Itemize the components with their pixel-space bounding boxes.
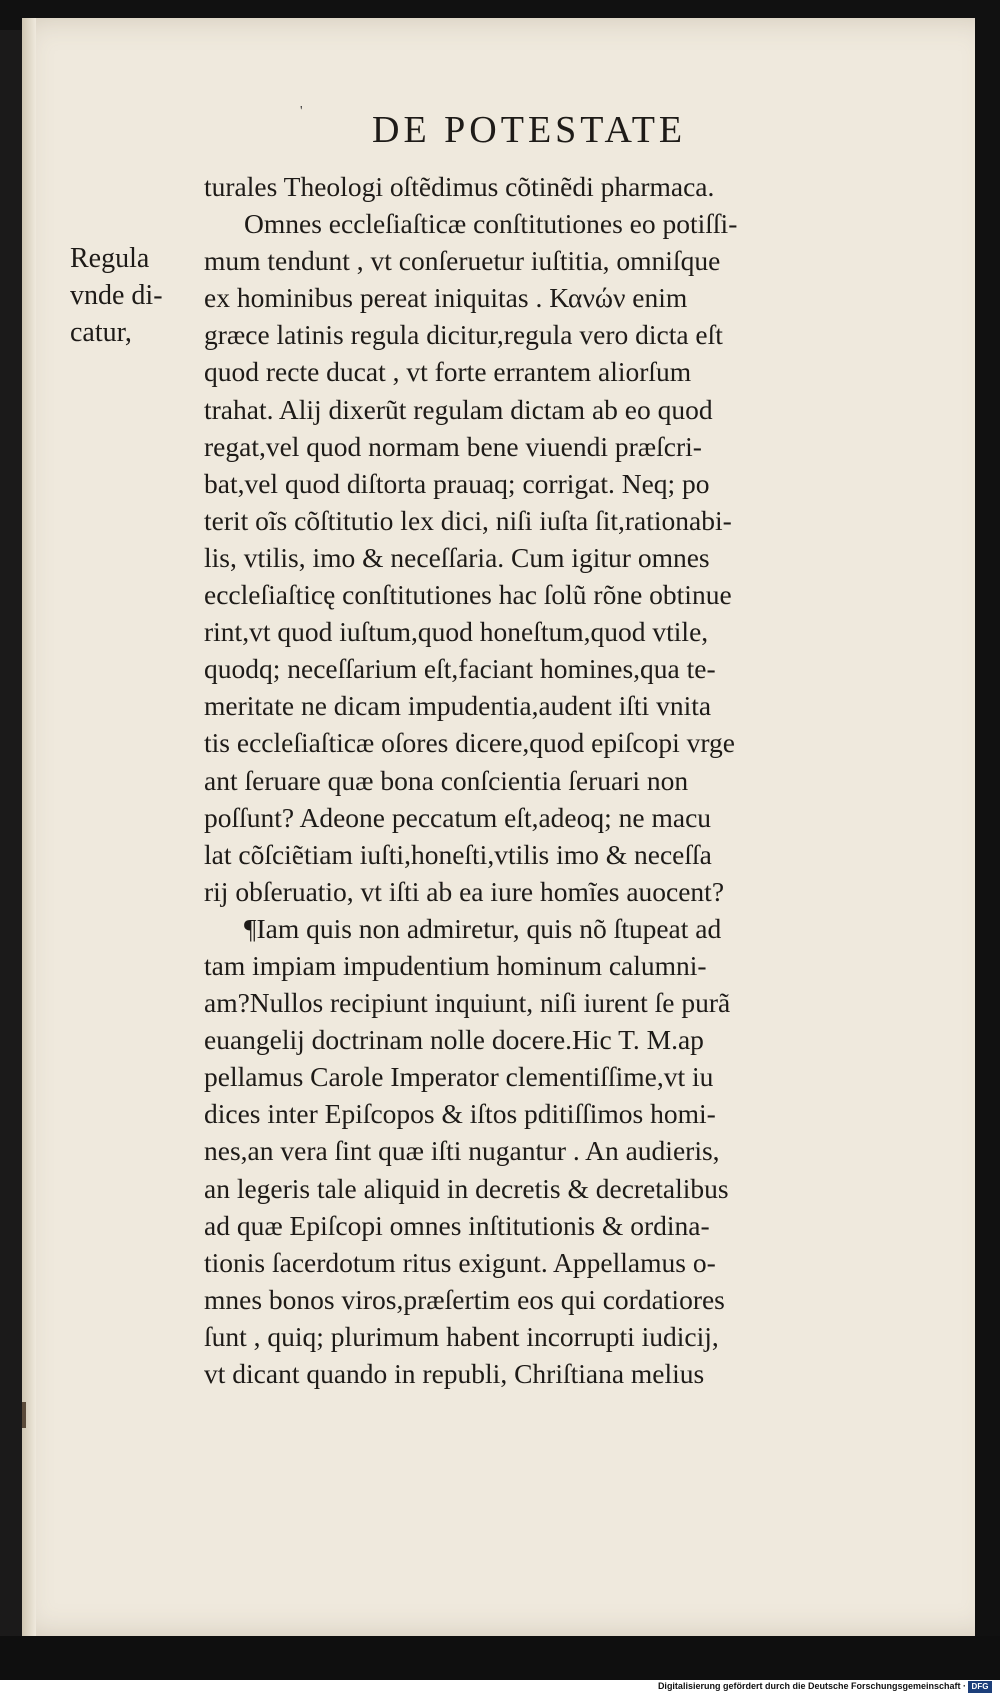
- text-line: mnes bonos viros,præſertim eos qui cordatiores: [204, 1283, 725, 1315]
- text-line: am?Nullos recipiunt inquiunt, niſi iurent ſe purã: [204, 987, 731, 1019]
- running-head: DE POTESTATE: [372, 109, 687, 151]
- text-line: eccleſiaſticę conſtitutiones hac ſolũ rõne obtinue: [204, 579, 732, 611]
- text-line: lis, vtilis, imo & neceſſaria. Cum igitur omnes: [204, 541, 710, 573]
- footer-credit: Digitalisierung gefördert durch die Deutsche Forschungsgemeinschaft ·: [657, 1681, 966, 1691]
- text-line: bat,vel quod diſtorta prauaq; corrigat. Neq; po: [204, 467, 710, 499]
- text-line: nes,an vera ſint quæ iſti nugantur . An audieris,: [204, 1135, 720, 1167]
- text-line: euangelij doctrinam nolle docere.Hic T. M.ap: [204, 1024, 704, 1056]
- text-line: rij obſeruatio, vt iſti ab ea iure homĩes auocent?: [204, 875, 725, 907]
- margin-note-line: catur,: [70, 317, 132, 348]
- text-line: turales Theologi oſtẽdimus cõtinẽdi pharmaca.: [204, 171, 715, 202]
- text-line: meritate ne dicam impudentia,audent iſti vnita: [204, 690, 712, 722]
- text-line: Omnes eccleſiaſticæ conſtitutiones eo potiſſi-: [244, 208, 738, 240]
- text-line: ex hominibus pereat iniquitas . Κανών enim: [204, 282, 688, 314]
- printer-mark: ': [300, 104, 303, 119]
- text-line: quod recte ducat , vt forte errantem aliorſum: [204, 356, 692, 388]
- text-line: dices inter Epiſcopos & iſtos pditiſſimos homi-: [204, 1098, 716, 1130]
- text-line: an legeris tale aliquid in decretis & decretalibus: [204, 1172, 729, 1204]
- text-line: ſunt , quiq; plurimum habent incorrupti iudicij,: [204, 1320, 719, 1352]
- text-line: trahat. Alij dixerũt regulam dictam ab eo quod: [204, 393, 713, 425]
- text-line: tam impiam impudentium hominum calumni-: [204, 949, 707, 981]
- text-line: tionis ſacerdotum ritus exigunt. Appellamus o-: [204, 1246, 716, 1278]
- text-line: pellamus Carole Imperator clementiſſime,vt iu: [204, 1061, 714, 1093]
- margin-note-line: Regula: [70, 243, 150, 274]
- text-line: regat,vel quod normam bene viuendi præſcri-: [204, 430, 702, 462]
- margin-note: [70, 240, 200, 351]
- scan-background-bottom: [0, 1636, 1000, 1680]
- text-line: rint,vt quod iuſtum,quod honeſtum,quod vtile,: [204, 616, 709, 648]
- text-line: mum tendunt , vt conſeruetur iuſtitia, omniſque: [204, 245, 721, 277]
- dfg-logo: DFG: [968, 1681, 992, 1693]
- text-line: terit oĩs cõſtitutio lex dici, niſi iuſta ſit,rationabi-: [204, 504, 732, 536]
- binding-mark: [22, 1402, 26, 1428]
- main-text-block: [204, 168, 924, 1392]
- text-line: lat cõſciẽtiam iuſti,honeſti,vtilis imo & neceſſa: [204, 838, 712, 870]
- text-line: poſſunt? Adeone peccatum eſt,adeoq; ne macu: [204, 801, 712, 833]
- scan-background-right: [975, 0, 1000, 1695]
- page-gutter-shadow: [22, 18, 36, 1636]
- text-line: græce latinis regula dicitur,regula vero dicta eſt: [204, 319, 723, 351]
- text-line: vt dicant quando in republi, Chriſtiana melius: [204, 1358, 705, 1389]
- text-line: ad quæ Epiſcopi omnes inſtitutionis & ordina-: [204, 1209, 710, 1241]
- text-line: quodq; neceſſarium eſt,faciant homines,qua te-: [204, 653, 716, 685]
- text-line: ¶Iam quis non admiretur, quis nõ ſtupeat ad: [244, 912, 722, 944]
- text-line: ant ſeruare quæ bona conſcientia ſeruari non: [204, 764, 689, 796]
- margin-note-line: vnde di-: [70, 280, 163, 311]
- text-line: tis eccleſiaſticæ oſores dicere,quod epiſcopi vrge: [204, 727, 735, 759]
